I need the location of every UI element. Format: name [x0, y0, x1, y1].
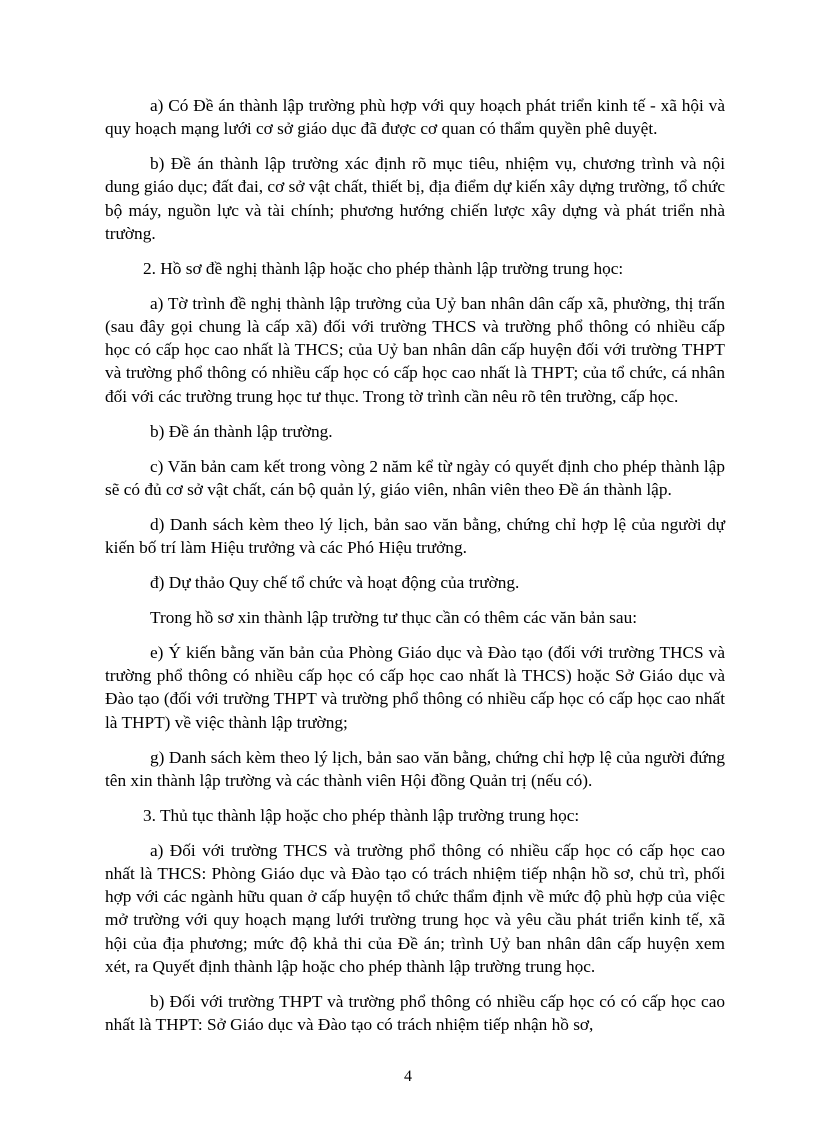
section-heading-2: 2. Hồ sơ đề nghị thành lập hoặc cho phép thành lập trường trung học:: [143, 258, 624, 278]
paragraph-2e: e) Ý kiến bằng văn bản của Phòng Giáo dục và Đào tạo (đối với trường THCS và trường phổ thông có nhiều cấp học có cấp học cao nhất là THCS) hoặc Sở Giáo dục và Đào tạo (đối với trường THPT và trường phổ thông có nhiều cấp học có cấp học cao nhất là THPT) về việc thành lập trường;: [105, 643, 725, 732]
section-heading-3: 3. Thủ tục thành lập hoặc cho phép thành lập trường trung học:: [143, 805, 580, 825]
page-number: 4: [404, 1068, 412, 1085]
paragraph-2b: b) Đề án thành lập trường.: [150, 421, 333, 441]
paragraph-private-note: Trong hồ sơ xin thành lập trường tư thục cần có thêm các văn bản sau:: [150, 608, 638, 628]
document-body: [105, 94, 725, 1048]
paragraph-3b: b) Đối với trường THPT và trường phổ thông có nhiều cấp học có có cấp học cao nhất là THPT: Sở Giáo dục và Đào tạo có trách nhiệm tiếp nhận hồ sơ,: [105, 991, 725, 1035]
paragraph-2g: g) Danh sách kèm theo lý lịch, bản sao văn bằng, chứng chỉ hợp lệ của người đứng tên xin thành lập trường và các thành viên Hội đồng Quản trị (nếu có).: [105, 747, 725, 790]
paragraph-3a: a) Đối với trường THCS và trường phổ thông có nhiều cấp học có cấp học cao nhất là THCS: Phòng Giáo dục và Đào tạo có trách nhiệm tiếp nhận hồ sơ, chủ trì, phối hợp với các ngành hữu quan ở cấp huyện tổ chức thẩm định về mức độ phù hợp của việc mở trường với quy hoạch mạng lưới trường trung học và yêu cầu phát triển kinh tế, xã hội của địa phương; mức độ khả thi của Đề án; trình Uỷ ban nhân dân cấp huyện xem xét, ra Quyết định thành lập hoặc cho phép thành lập trường trung học.: [105, 840, 725, 976]
paragraph-1a: a) Có Đề án thành lập trường phù hợp với quy hoạch phát triển kinh tế - xã hội và quy hoạch mạng lưới cơ sở giáo dục đã được cơ quan có thẩm quyền phê duyệt.: [105, 96, 725, 139]
paragraph-2a: a) Tờ trình đề nghị thành lập trường của Uỷ ban nhân dân cấp xã, phường, thị trấn (sau đây gọi chung là cấp xã) đối với trường THCS và trường phổ thông có nhiều cấp học có cấp học cao nhất là THCS; của Uỷ ban nhân dân cấp huyện đối với trường THPT và trường phổ thông có nhiều cấp học có cấp học cao nhất là THPT; của tổ chức, cá nhân đối với các trường trung học tư thục. Trong tờ trình cần nêu rõ tên trường, cấp học.: [105, 293, 725, 406]
paragraph-2d: d) Danh sách kèm theo lý lịch, bản sao văn bằng, chứng chỉ hợp lệ của người dự kiến bố trí làm Hiệu trưởng và các Phó Hiệu trưởng.: [105, 514, 725, 558]
paragraph-1b: b) Đề án thành lập trường xác định rõ mục tiêu, nhiệm vụ, chương trình và nội dung giáo dục; đất đai, cơ sở vật chất, thiết bị, địa điểm dự kiến xây dựng trường, tổ chức bộ máy, nguồn lực và tài chính; phương hướng chiến lược xây dựng và phát triển nhà trường.: [105, 154, 725, 243]
paragraph-2dd: đ) Dự thảo Quy chế tổ chức và hoạt động của trường.: [150, 573, 520, 593]
paragraph-2c: c) Văn bản cam kết trong vòng 2 năm kể từ ngày có quyết định cho phép thành lập sẽ có đủ cơ sở vật chất, cán bộ quản lý, giáo viên, nhân viên theo Đề án thành lập.: [105, 456, 725, 499]
